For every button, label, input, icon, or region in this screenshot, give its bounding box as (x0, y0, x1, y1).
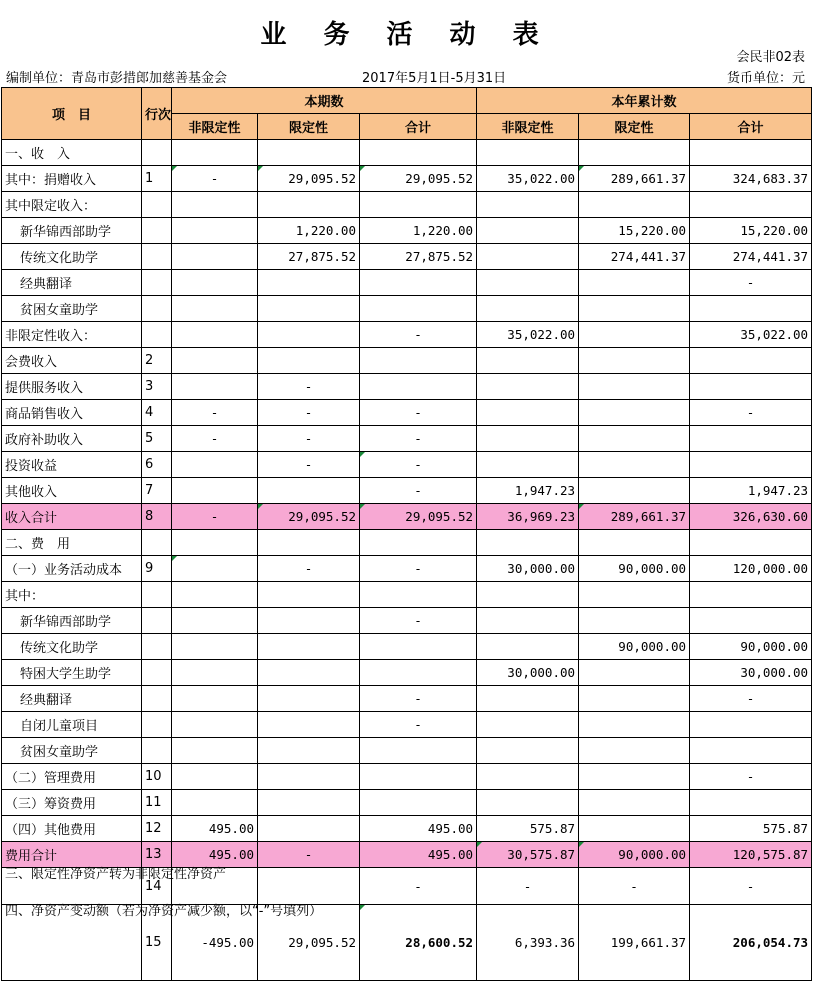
cell-y-t[interactable] (690, 296, 812, 322)
cell-y-t[interactable]: 30,000.00 (690, 660, 812, 686)
cell-cp-t[interactable]: 1,220.00 (360, 218, 477, 244)
cell-y-r[interactable]: 90,000.00 (579, 556, 690, 582)
form-number: 会民非02表 (736, 50, 805, 65)
cell-y-t[interactable] (690, 140, 812, 166)
cell-y-t[interactable] (690, 192, 812, 218)
cell-y-u[interactable] (477, 582, 579, 608)
report-period: 2017年5月1日-5月31日 (362, 71, 507, 86)
cell-y-u[interactable] (477, 270, 579, 296)
cell-y-u[interactable] (477, 530, 579, 556)
cell-cp-u[interactable] (172, 634, 258, 660)
cell-y-t[interactable] (690, 582, 812, 608)
cell-cp-u[interactable] (172, 738, 258, 764)
table-row (2, 608, 812, 634)
cell-y-u[interactable] (477, 452, 579, 478)
cell-y-t[interactable]: 206,054.73 (690, 905, 812, 981)
cell-y-t[interactable]: - (690, 400, 812, 426)
cell-cp-u[interactable] (172, 556, 258, 582)
row-label: 商品销售收入 (2, 400, 142, 426)
table-row (2, 764, 812, 790)
cell-cp-u[interactable]: - (172, 504, 258, 530)
cell-y-r[interactable] (579, 140, 690, 166)
cell-y-u[interactable] (477, 764, 579, 790)
cell-y-u[interactable] (477, 374, 579, 400)
cell-cp-r[interactable]: 29,095.52 (258, 905, 360, 981)
cell-cp-t[interactable] (360, 374, 477, 400)
col-ytd-total: 合计 (690, 114, 812, 140)
cell-y-u[interactable]: 6,393.36 (477, 905, 579, 981)
cell-y-u[interactable]: 36,969.23 (477, 504, 579, 530)
col-line-no: 行次 (142, 88, 172, 140)
cell-cp-r[interactable] (258, 764, 360, 790)
cell-cp-r[interactable]: - (258, 426, 360, 452)
row-label: 二、费 用 (2, 530, 142, 556)
table-row (2, 244, 812, 270)
row-line-no: 11 (142, 790, 172, 816)
row-line-no (142, 270, 172, 296)
cell-cp-t[interactable] (360, 530, 477, 556)
row-label: （二）管理费用 (2, 764, 142, 790)
row-line-no: 15 (142, 905, 172, 981)
report-title: 业 务 活 动 表 (260, 20, 553, 50)
row-line-no: 1 (142, 166, 172, 192)
cell-y-u[interactable] (477, 296, 579, 322)
row-label: 新华锦西部助学 (2, 218, 142, 244)
cell-cp-u[interactable] (172, 452, 258, 478)
cell-cp-t[interactable]: - (360, 400, 477, 426)
table-row (2, 478, 812, 504)
row-label: 费用合计 (2, 842, 142, 868)
cell-cp-r[interactable] (258, 634, 360, 660)
cell-y-r[interactable] (579, 608, 690, 634)
table-row (2, 504, 812, 530)
cell-y-r[interactable]: 289,661.37 (579, 504, 690, 530)
row-label: 经典翻译 (2, 686, 142, 712)
cell-y-u[interactable]: 30,000.00 (477, 660, 579, 686)
cell-cp-r[interactable]: - (258, 452, 360, 478)
cell-y-u[interactable]: 575.87 (477, 816, 579, 842)
cell-cp-r[interactable] (258, 868, 360, 905)
cell-cp-u[interactable] (172, 478, 258, 504)
cell-y-t[interactable]: 326,630.60 (690, 504, 812, 530)
row-label: 非限定性收入： (2, 322, 142, 348)
cell-y-u[interactable] (477, 244, 579, 270)
cell-y-r[interactable]: 15,220.00 (579, 218, 690, 244)
table-row (2, 270, 812, 296)
cell-y-t[interactable] (690, 426, 812, 452)
row-line-no: 3 (142, 374, 172, 400)
table-row (2, 842, 812, 868)
cell-cp-t[interactable] (360, 140, 477, 166)
cell-y-t[interactable] (690, 738, 812, 764)
cell-y-u[interactable] (477, 608, 579, 634)
cell-y-r[interactable] (579, 660, 690, 686)
cell-y-t[interactable] (690, 712, 812, 738)
cell-y-u[interactable] (477, 790, 579, 816)
row-line-no: 7 (142, 478, 172, 504)
cell-cp-r[interactable] (258, 270, 360, 296)
table-row (2, 218, 812, 244)
cell-y-u[interactable] (477, 140, 579, 166)
cell-y-t[interactable] (690, 348, 812, 374)
cell-y-t[interactable] (690, 374, 812, 400)
cell-cp-u[interactable] (172, 712, 258, 738)
cell-cp-t[interactable] (360, 634, 477, 660)
cell-cp-t[interactable]: 27,875.52 (360, 244, 477, 270)
cell-y-r[interactable] (579, 322, 690, 348)
col-ytd-unrestricted: 非限定性 (477, 114, 579, 140)
cell-cp-r[interactable]: 1,220.00 (258, 218, 360, 244)
row-line-no: 12 (142, 816, 172, 842)
row-label: 三、限定性净资产转为非限定性净资产 (2, 868, 142, 905)
cell-y-u[interactable] (477, 686, 579, 712)
row-line-no: 8 (142, 504, 172, 530)
table-row (2, 374, 812, 400)
table-row (2, 322, 812, 348)
row-line-no: 9 (142, 556, 172, 582)
cell-cp-u[interactable] (172, 322, 258, 348)
table-row (2, 738, 812, 764)
row-line-no (142, 712, 172, 738)
table-row (2, 452, 812, 478)
cell-cp-u[interactable] (172, 192, 258, 218)
cell-cp-t[interactable] (360, 582, 477, 608)
row-line-no (142, 634, 172, 660)
table-row (2, 686, 812, 712)
row-line-no (142, 244, 172, 270)
cell-cp-t[interactable]: - (360, 686, 477, 712)
cell-y-r[interactable] (579, 400, 690, 426)
cell-y-t[interactable]: - (690, 868, 812, 905)
table-row (2, 556, 812, 582)
cell-cp-u[interactable] (172, 140, 258, 166)
cell-y-r[interactable] (579, 530, 690, 556)
cell-y-u[interactable] (477, 426, 579, 452)
cell-cp-r[interactable] (258, 686, 360, 712)
cell-cp-r[interactable]: 29,095.52 (258, 504, 360, 530)
cell-cp-t[interactable]: - (360, 608, 477, 634)
cell-y-r[interactable]: - (579, 868, 690, 905)
row-label: 经典翻译 (2, 270, 142, 296)
cell-cp-r[interactable]: - (258, 400, 360, 426)
cell-y-t[interactable]: 120,000.00 (690, 556, 812, 582)
cell-cp-r[interactable] (258, 738, 360, 764)
cell-y-r[interactable] (579, 686, 690, 712)
row-line-no (142, 738, 172, 764)
col-ytd-restricted: 限定性 (579, 114, 690, 140)
cell-y-u[interactable]: 35,022.00 (477, 322, 579, 348)
row-label: 收入合计 (2, 504, 142, 530)
cell-cp-r[interactable] (258, 478, 360, 504)
row-line-no (142, 686, 172, 712)
cell-cp-t[interactable]: - (360, 868, 477, 905)
table-row (2, 348, 812, 374)
row-line-no: 14 (142, 868, 172, 905)
cell-y-r[interactable] (579, 374, 690, 400)
cell-cp-r[interactable] (258, 582, 360, 608)
cell-cp-r[interactable] (258, 790, 360, 816)
row-label: 自闭儿童项目 (2, 712, 142, 738)
table-row (2, 790, 812, 816)
cell-cp-t[interactable]: 495.00 (360, 842, 477, 868)
row-line-no (142, 296, 172, 322)
table-row (2, 634, 812, 660)
row-label: 传统文化助学 (2, 634, 142, 660)
cell-cp-u[interactable] (172, 582, 258, 608)
cell-y-t[interactable]: 274,441.37 (690, 244, 812, 270)
cell-y-t[interactable]: 90,000.00 (690, 634, 812, 660)
cell-y-r[interactable] (579, 426, 690, 452)
cell-cp-u[interactable] (172, 660, 258, 686)
cell-y-u[interactable]: - (477, 868, 579, 905)
table-row (2, 400, 812, 426)
cell-y-u[interactable] (477, 712, 579, 738)
cell-cp-u[interactable] (172, 374, 258, 400)
cell-y-t[interactable]: - (690, 270, 812, 296)
cell-y-r[interactable]: 199,661.37 (579, 905, 690, 981)
cell-y-t[interactable] (690, 608, 812, 634)
row-label: 其中限定收入： (2, 192, 142, 218)
row-label: （一）业务活动成本 (2, 556, 142, 582)
cell-cp-t[interactable]: 29,095.52 (360, 504, 477, 530)
cell-y-t[interactable]: 35,022.00 (690, 322, 812, 348)
cell-y-r[interactable]: 274,441.37 (579, 244, 690, 270)
cell-y-r[interactable] (579, 296, 690, 322)
cell-cp-u[interactable] (172, 270, 258, 296)
row-label: 新华锦西部助学 (2, 608, 142, 634)
cell-cp-r[interactable] (258, 660, 360, 686)
cell-y-t[interactable]: - (690, 686, 812, 712)
table-row (2, 530, 812, 556)
cell-cp-r[interactable] (258, 530, 360, 556)
cell-cp-t[interactable]: - (360, 452, 477, 478)
org-unit: 编制单位：青岛市彭措郎加慈善基金会 (6, 71, 228, 86)
row-label: （三）筹资费用 (2, 790, 142, 816)
row-label: 一、收 入 (2, 140, 142, 166)
table-row (2, 296, 812, 322)
cell-y-r[interactable] (579, 582, 690, 608)
cell-cp-u[interactable] (172, 764, 258, 790)
col-current-period: 本期数 (172, 88, 477, 114)
cell-cp-t[interactable]: - (360, 712, 477, 738)
row-line-no (142, 582, 172, 608)
row-line-no: 4 (142, 400, 172, 426)
cell-y-u[interactable] (477, 738, 579, 764)
cell-y-r[interactable] (579, 790, 690, 816)
cell-cp-t[interactable] (360, 764, 477, 790)
table-row (2, 905, 812, 981)
cell-y-r[interactable] (579, 816, 690, 842)
activity-table (1, 87, 812, 981)
row-line-no (142, 608, 172, 634)
row-label: 特困大学生助学 (2, 660, 142, 686)
cell-cp-t[interactable]: - (360, 426, 477, 452)
cell-y-t[interactable]: 15,220.00 (690, 218, 812, 244)
row-line-no (142, 660, 172, 686)
cell-cp-u[interactable]: - (172, 166, 258, 192)
row-label: 其他收入 (2, 478, 142, 504)
cell-cp-t[interactable]: - (360, 322, 477, 348)
cell-cp-t[interactable] (360, 270, 477, 296)
cell-y-u[interactable]: 30,000.00 (477, 556, 579, 582)
cell-cp-t[interactable] (360, 660, 477, 686)
row-line-no (142, 218, 172, 244)
cell-y-r[interactable] (579, 348, 690, 374)
cell-cp-r[interactable] (258, 322, 360, 348)
cell-y-u[interactable] (477, 634, 579, 660)
cell-cp-r[interactable]: - (258, 842, 360, 868)
col-cp-restricted: 限定性 (258, 114, 360, 140)
cell-cp-t[interactable] (360, 790, 477, 816)
cell-cp-r[interactable]: 27,875.52 (258, 244, 360, 270)
cell-y-u[interactable] (477, 348, 579, 374)
cell-y-t[interactable]: 575.87 (690, 816, 812, 842)
cell-y-t[interactable] (690, 530, 812, 556)
cell-cp-u[interactable]: 495.00 (172, 816, 258, 842)
cell-cp-u[interactable] (172, 608, 258, 634)
cell-cp-r[interactable] (258, 608, 360, 634)
cell-cp-t[interactable]: - (360, 556, 477, 582)
row-label: 贫困女童助学 (2, 738, 142, 764)
row-line-no: 2 (142, 348, 172, 374)
cell-cp-r[interactable] (258, 192, 360, 218)
cell-cp-t[interactable]: 28,600.52 (360, 905, 477, 981)
cell-cp-r[interactable] (258, 348, 360, 374)
table-row (2, 816, 812, 842)
cell-cp-t[interactable]: 495.00 (360, 816, 477, 842)
row-line-no: 5 (142, 426, 172, 452)
table-row (2, 712, 812, 738)
cell-y-u[interactable]: 1,947.23 (477, 478, 579, 504)
cell-cp-u[interactable]: 495.00 (172, 842, 258, 868)
cell-y-t[interactable] (690, 452, 812, 478)
cell-y-r[interactable] (579, 452, 690, 478)
row-line-no (142, 192, 172, 218)
table-row (2, 426, 812, 452)
cell-cp-t[interactable]: 29,095.52 (360, 166, 477, 192)
cell-cp-u[interactable] (172, 530, 258, 556)
header-row-1 (2, 88, 812, 114)
cell-y-r[interactable] (579, 764, 690, 790)
table-row (2, 166, 812, 192)
row-label: 其中：捐赠收入 (2, 166, 142, 192)
cell-cp-u[interactable] (172, 244, 258, 270)
cell-cp-u[interactable]: - (172, 400, 258, 426)
col-cp-unrestricted: 非限定性 (172, 114, 258, 140)
cell-cp-u[interactable] (172, 218, 258, 244)
cell-y-u[interactable]: 35,022.00 (477, 166, 579, 192)
cell-y-t[interactable] (690, 790, 812, 816)
cell-y-r[interactable] (579, 478, 690, 504)
cell-y-u[interactable] (477, 218, 579, 244)
row-label: （四）其他费用 (2, 816, 142, 842)
cell-y-r[interactable] (579, 192, 690, 218)
cell-y-t[interactable]: 1,947.23 (690, 478, 812, 504)
cell-cp-r[interactable]: - (258, 556, 360, 582)
cell-y-r[interactable]: 289,661.37 (579, 166, 690, 192)
col-item: 项 目 (2, 88, 142, 140)
row-label: 贫困女童助学 (2, 296, 142, 322)
cell-y-r[interactable] (579, 270, 690, 296)
row-line-no: 13 (142, 842, 172, 868)
cell-cp-t[interactable] (360, 738, 477, 764)
col-ytd: 本年累计数 (477, 88, 812, 114)
cell-cp-r[interactable]: - (258, 374, 360, 400)
row-label: 四、净资产变动额（若为净资产减少额，以“-”号填列） (2, 905, 142, 981)
cell-y-t[interactable]: - (690, 764, 812, 790)
cell-y-r[interactable]: 90,000.00 (579, 842, 690, 868)
cell-y-u[interactable] (477, 400, 579, 426)
cell-y-r[interactable] (579, 738, 690, 764)
table-row (2, 582, 812, 608)
row-label: 传统文化助学 (2, 244, 142, 270)
table-row (2, 192, 812, 218)
cell-cp-r[interactable]: 29,095.52 (258, 166, 360, 192)
cell-y-r[interactable]: 90,000.00 (579, 634, 690, 660)
row-line-no (142, 140, 172, 166)
currency-unit: 货币单位：元 (726, 71, 805, 86)
table-row (2, 140, 812, 166)
cell-y-t[interactable]: 120,575.87 (690, 842, 812, 868)
cell-cp-u[interactable] (172, 348, 258, 374)
table-row (2, 868, 812, 905)
row-label: 提供服务收入 (2, 374, 142, 400)
cell-cp-r[interactable] (258, 140, 360, 166)
row-label: 政府补助收入 (2, 426, 142, 452)
cell-cp-t[interactable] (360, 192, 477, 218)
cell-cp-u[interactable]: - (172, 426, 258, 452)
cell-cp-t[interactable]: - (360, 478, 477, 504)
cell-cp-u[interactable] (172, 790, 258, 816)
cell-cp-u[interactable]: -495.00 (172, 905, 258, 981)
row-label: 其中： (2, 582, 142, 608)
cell-y-u[interactable] (477, 192, 579, 218)
row-label: 投资收益 (2, 452, 142, 478)
row-line-no (142, 322, 172, 348)
cell-cp-r[interactable] (258, 296, 360, 322)
cell-y-t[interactable]: 324,683.37 (690, 166, 812, 192)
cell-cp-r[interactable] (258, 712, 360, 738)
cell-cp-t[interactable] (360, 296, 477, 322)
row-line-no (142, 530, 172, 556)
row-line-no: 10 (142, 764, 172, 790)
row-label: 会费收入 (2, 348, 142, 374)
cell-cp-t[interactable] (360, 348, 477, 374)
cell-cp-u[interactable] (172, 296, 258, 322)
col-cp-total: 合计 (360, 114, 477, 140)
cell-cp-r[interactable] (258, 816, 360, 842)
cell-y-r[interactable] (579, 712, 690, 738)
cell-cp-u[interactable] (172, 686, 258, 712)
table-row (2, 660, 812, 686)
cell-y-u[interactable]: 30,575.87 (477, 842, 579, 868)
row-line-no: 6 (142, 452, 172, 478)
